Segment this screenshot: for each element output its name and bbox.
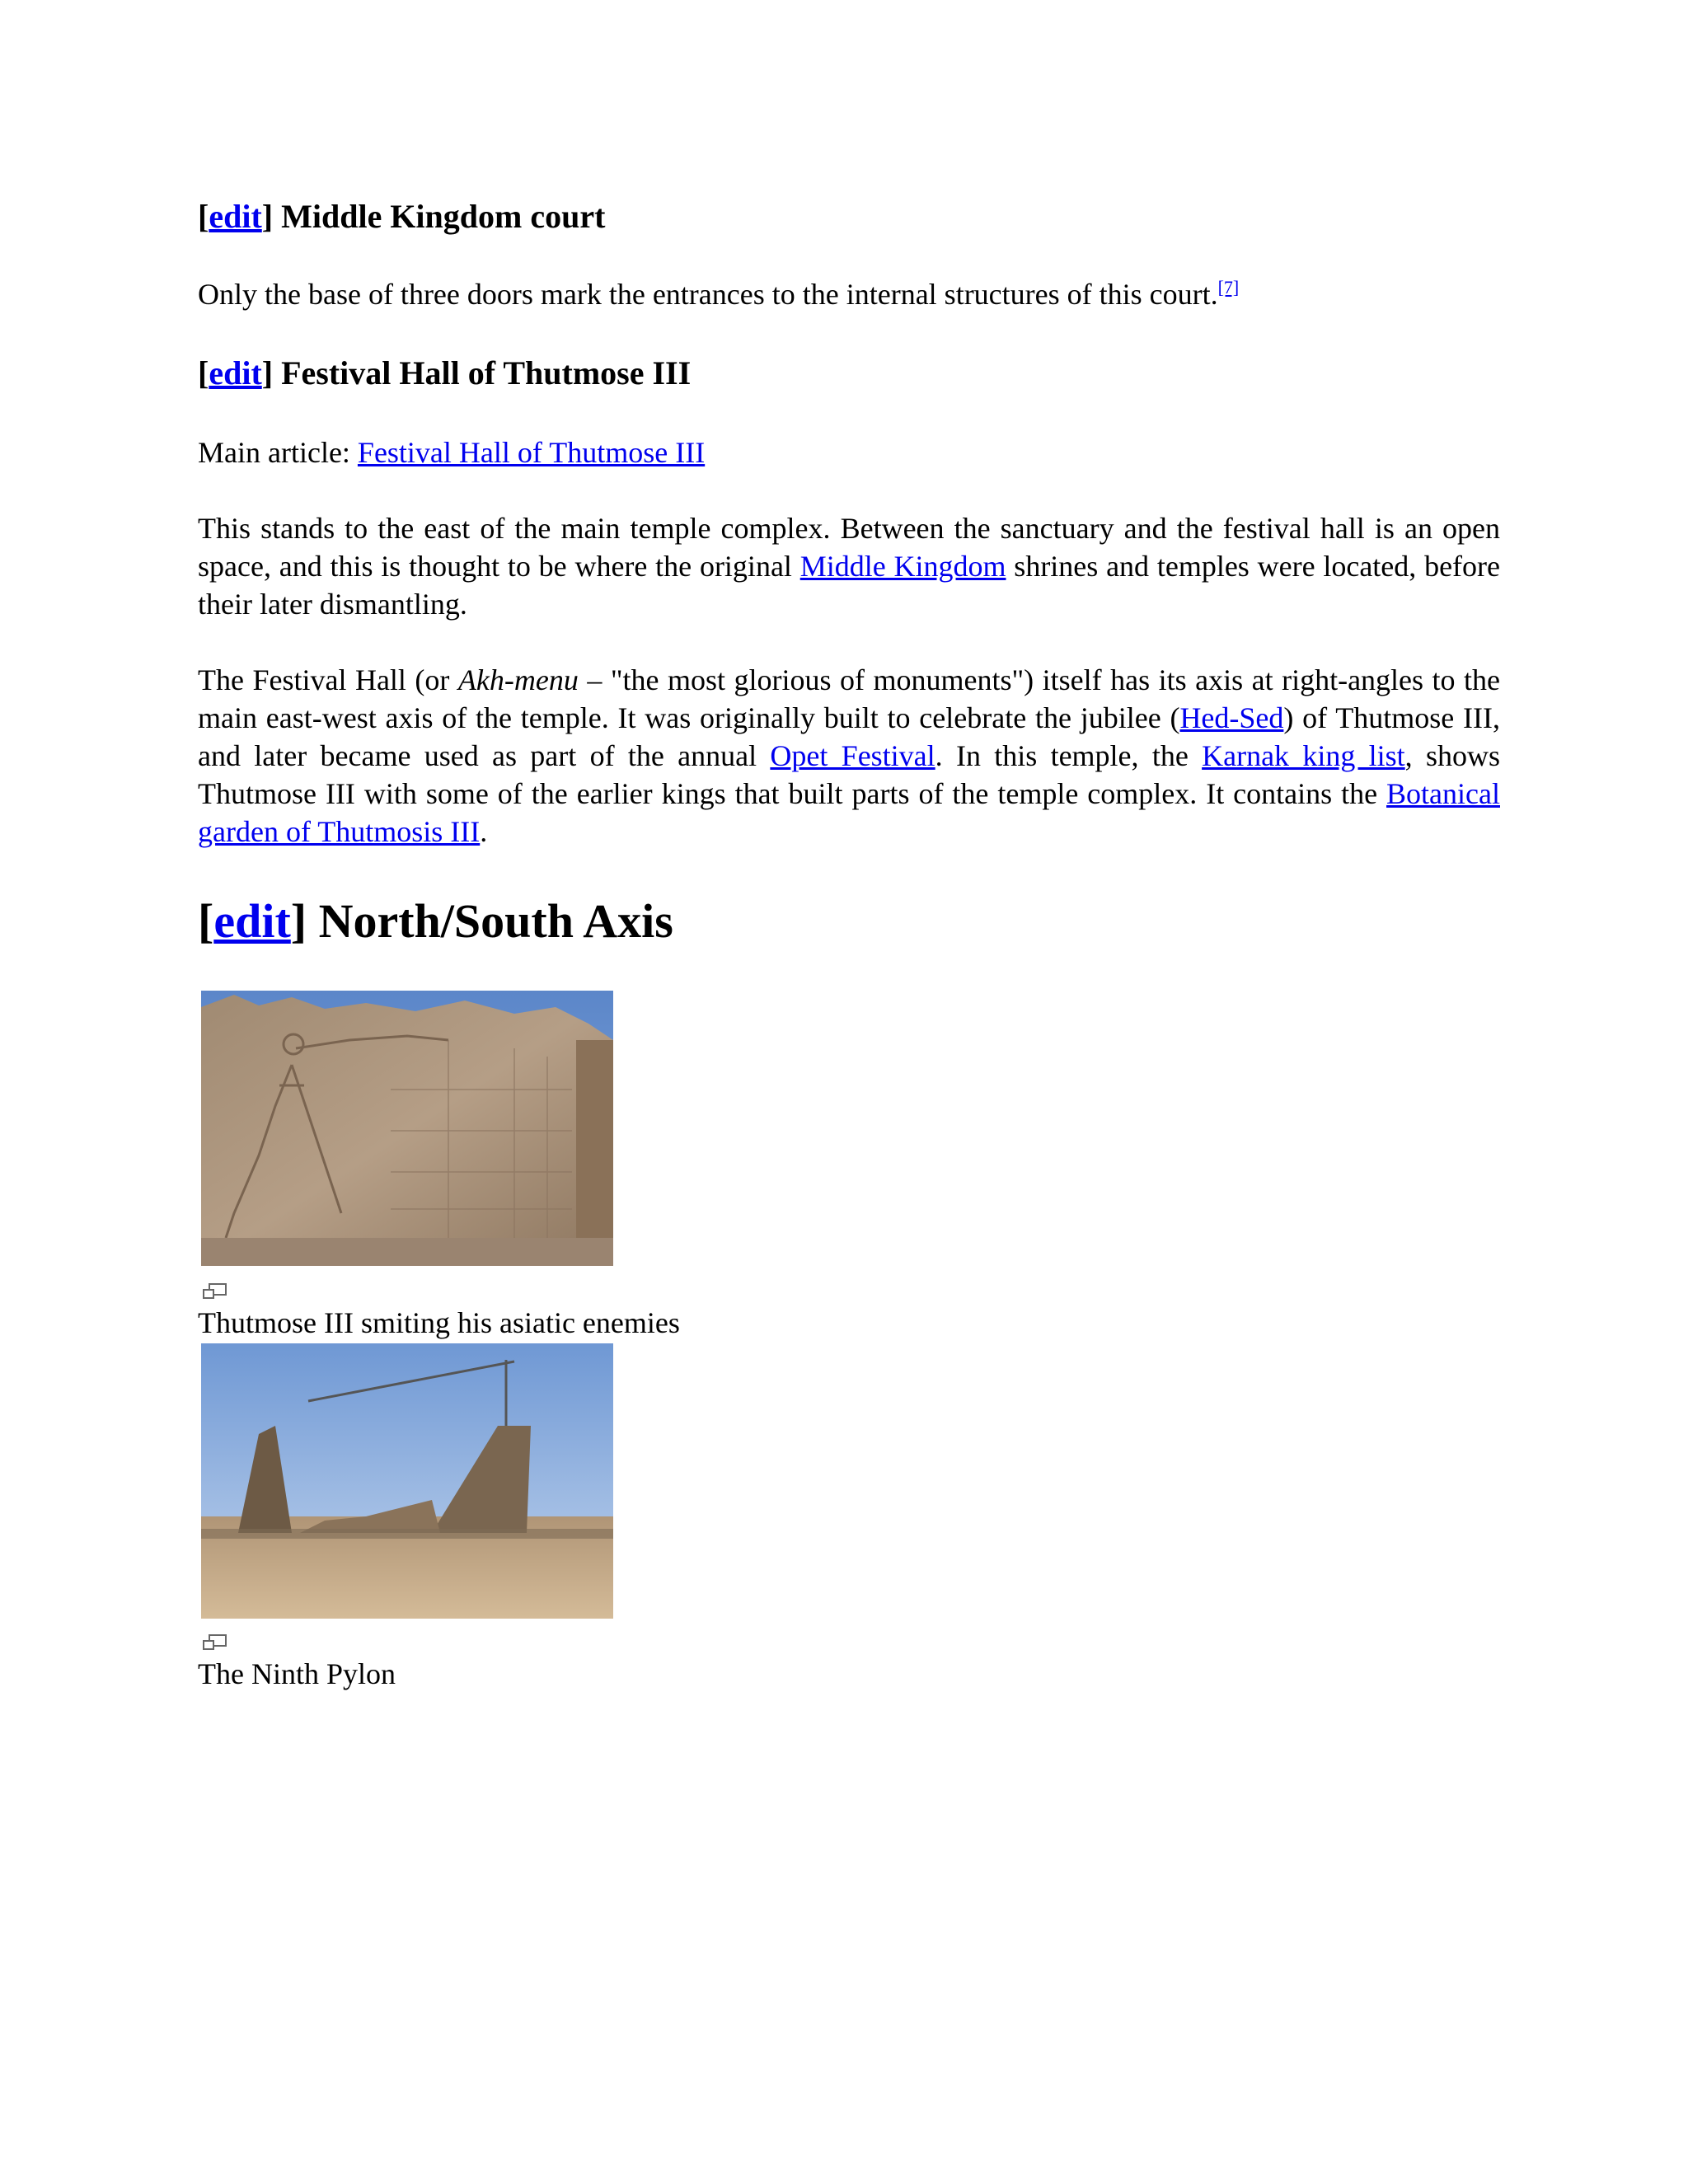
reference-link[interactable]: [7] [1217, 277, 1240, 298]
caption-relief: Thutmose III smiting his asiatic enemies [198, 1306, 680, 1339]
text-run: This stands to the east of the main temple complex. Between the sanctuary and the festival hall is an open space, and this is thought to be where the original [198, 512, 1500, 583]
text-run: . In this temple, the [935, 739, 1203, 772]
section-title: North/South Axis [318, 894, 673, 948]
link-botanical-garden[interactable]: Botanical garden of Thutmosis III [198, 777, 1500, 848]
magnify-icon[interactable] [201, 1282, 229, 1301]
section-title: Middle Kingdom court [281, 198, 606, 235]
heading-middle-kingdom-court: [edit] Middle Kingdom court [198, 198, 606, 235]
magnify-icon[interactable] [201, 1633, 229, 1652]
main-article-link[interactable]: Festival Hall of Thutmose III [357, 436, 706, 469]
image-ninth-pylon[interactable] [201, 1343, 613, 1619]
link-hed-sed[interactable]: Hed-Sed [1179, 701, 1284, 734]
link-middle-kingdom[interactable]: Middle Kingdom [799, 550, 1006, 583]
italic-term: Akh-menu [457, 663, 579, 696]
heading-north-south-axis: [edit] North/South Axis [198, 894, 673, 948]
text-run: – "the most glorious of monuments") itself has its axis at right-angles to the main east-west axis of the temple. It was originally built to celebrate the jubilee ( [198, 663, 1501, 734]
text-run: ) of Thutmose III, and later became used as part of the annual [198, 701, 1500, 772]
edit-link[interactable]: edit [209, 198, 262, 235]
section-title: Festival Hall of Thutmose III [281, 354, 692, 391]
paragraph-festival-hall-1 [198, 509, 1500, 623]
paragraph-festival-hall-2 [198, 661, 1500, 851]
relief-photo [201, 991, 613, 1266]
edit-link[interactable]: edit [213, 894, 291, 948]
main-article-note [198, 434, 705, 471]
main-article-prefix: Main article: [198, 436, 350, 469]
text-run: , shows Thutmose III with some of the earlier kings that built parts of the temple complex. It contains the [198, 739, 1500, 810]
link-opet-festival[interactable]: Opet Festival [770, 739, 935, 772]
paragraph-text: Only the base of three doors mark the entrances to the internal structures of this court. [198, 278, 1218, 311]
paragraph-middle-kingdom [198, 275, 1239, 313]
text-run: shrines and temples were located, before their later dismantling. [198, 550, 1500, 621]
pylon-photo [201, 1343, 613, 1619]
text-run: The Festival Hall (or [198, 663, 458, 696]
edit-link[interactable]: edit [209, 354, 262, 391]
link-karnak-king-list[interactable]: Karnak king list [1202, 739, 1405, 772]
text-run: . [480, 815, 488, 848]
heading-festival-hall: [edit] Festival Hall of Thutmose III [198, 354, 692, 391]
image-thutmose-relief[interactable] [201, 991, 613, 1266]
caption-ninth-pylon: The Ninth Pylon [198, 1657, 396, 1690]
